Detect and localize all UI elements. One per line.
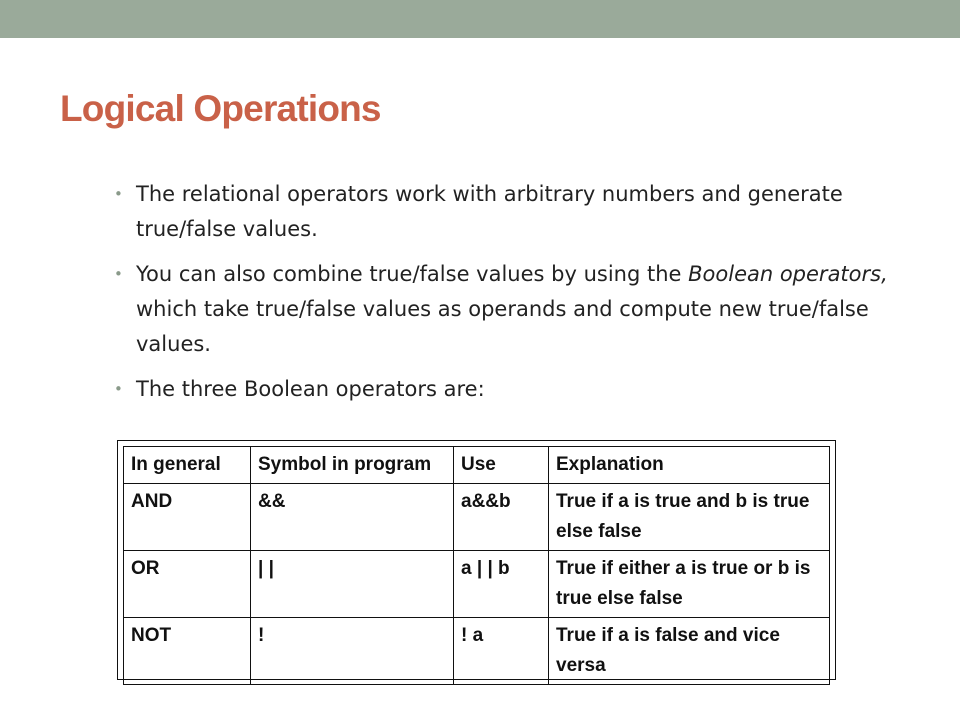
table-row xyxy=(124,484,830,551)
table-cell: True if a is false and vice versa xyxy=(549,618,830,685)
bullet-dot-icon: • xyxy=(114,265,123,283)
table-cell: True if either a is true or b is true else false xyxy=(549,551,830,618)
table-cell: ! a xyxy=(454,618,549,685)
table-header-row xyxy=(124,447,830,484)
table-header-cell: Explanation xyxy=(549,447,830,484)
table-header-cell: In general xyxy=(124,447,251,484)
bullet-text-emphasis: Boolean operators, xyxy=(688,262,888,286)
bullet-dot-icon: • xyxy=(114,185,123,203)
table-header-cell: Symbol in program xyxy=(251,447,454,484)
table-cell: NOT xyxy=(124,618,251,685)
table-cell: | | xyxy=(251,551,454,618)
bullet-item xyxy=(112,257,902,362)
table-cell: ! xyxy=(251,618,454,685)
table-row xyxy=(124,618,830,685)
table-cell: True if a is true and b is true else false xyxy=(549,484,830,551)
table-cell: a | | b xyxy=(454,551,549,618)
table-cell: && xyxy=(251,484,454,551)
operators-table xyxy=(123,446,830,685)
top-band xyxy=(0,0,960,38)
bullet-item xyxy=(112,372,902,407)
table-header-cell: Use xyxy=(454,447,549,484)
table-cell: a&&b xyxy=(454,484,549,551)
bullet-list xyxy=(112,177,902,417)
bullet-text xyxy=(136,262,888,356)
bullet-text: The relational operators work with arbitrary numbers and generate true/false values. xyxy=(136,182,843,241)
table-cell: AND xyxy=(124,484,251,551)
operators-table-frame xyxy=(117,440,836,680)
bullet-text: The three Boolean operators are: xyxy=(136,377,485,401)
table-row xyxy=(124,551,830,618)
bullet-dot-icon: • xyxy=(114,380,123,398)
bullet-text-before: You can also combine true/false values by using the xyxy=(136,262,689,286)
table-cell: OR xyxy=(124,551,251,618)
bullet-text-after: which take true/false values as operands and compute new true/false values. xyxy=(136,297,869,356)
bullet-item xyxy=(112,177,902,247)
slide-title: Logical Operations xyxy=(60,88,381,129)
